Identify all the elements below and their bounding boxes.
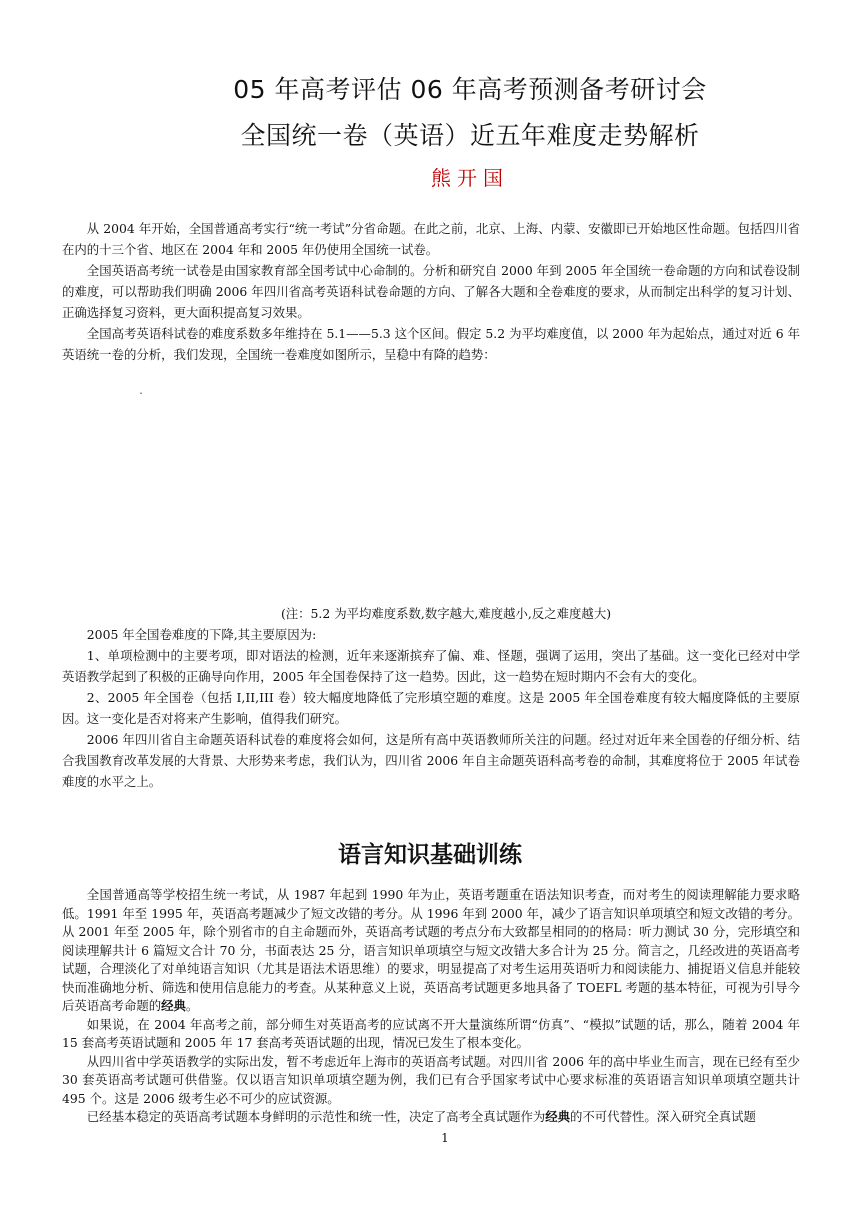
- language-knowledge-section: [62, 886, 800, 1127]
- intro-section: [62, 218, 800, 365]
- section2-paragraph-3: 从四川省中学英语教学的实际出发，暂不考虑近年上海市的英语高考试题。对四川省 2006 年的高中毕业生而言，现在已经有至少 30 套英语高考试题可供借鉴。仅以语言知识单项填空题为例，我们已有合乎国家考试中心要求标准的英语语言知识单项填空题共计 495 个。这是 2006 级考生必不可少的应试资源。: [62, 1053, 800, 1106]
- author-name: 熊开国: [431, 166, 509, 190]
- difficulty-figure-placeholder: [62, 386, 800, 598]
- section2-paragraph-4-end: 的不可代替性。深入研究全真试题: [570, 1109, 756, 1124]
- analysis-paragraph-2: 1、单项检测中的主要考项，即对语法的检测，近年来逐渐摈弃了偏、难、怪题，强调了运用，突出了基础。这一变化已经对中学英语教学起到了积极的正确导向作用，2005 年全国卷保持了这一趋势。因此，这一趋势在短时期内不会有大的变化。: [62, 648, 800, 684]
- section-heading: 语言知识基础训练: [338, 842, 522, 868]
- intro-paragraph-3: 全国高考英语科试卷的难度系数多年维持在 5.1——5.3 这个区间。假定 5.2 为平均难度值，以 2000 年为起始点，通过对近 6 年英语统一卷的分析，我们发现，全国统一卷难度如图所示，呈稳中有降的趋势：: [62, 326, 800, 362]
- intro-paragraph-2: 全国英语高考统一试卷是由国家教育部全国考试中心命制的。分析和研究自 2000 年到 2005 年全国统一卷命题的方向和试卷设制的难度，可以帮助我们明确 2006 年四川省高考英语科试卷命题的方向、了解各大题和全卷难度的要求，从而制定出科学的复习计划、正确选择复习资料，更大面积提高复习效果。: [62, 263, 800, 320]
- section2-paragraph-1: [62, 886, 800, 1016]
- page-number: 1: [441, 1131, 449, 1145]
- intro-paragraph-1: 从 2004 年开始，全国普通高考实行“统一考试”分省命题。在此之前，北京、上海、内蒙、安徽即已开始地区性命题。包括四川省在内的十三个省、地区在 2004 年和 2005 年仍使用全国统一试卷。: [62, 221, 800, 257]
- section2-paragraph-1-text: 全国普通高等学校招生统一考试，从 1987 年起到 1990 年为止，英语考题重在语法知识考查，而对考生的阅读理解能力要求略低。1991 年至 1995 年，英语高考题减少了短文改错的考分。从 1996 年到 2000 年，减少了语言知识单项填空和短文改错的考分。从 2001 年至 2005 年，除个别省市的自主命题而外，英语高考试题的考点分布大致都呈相同的的格局：听力测试 30 分，完形填空和阅读理解共计 6 篇短文合计 70 分，书面表达 25 分，语言知识单项填空与短文改错大多合计为 25 分。简言之，几经改进的英语高考试题，合理淡化了对单纯语言知识（尤其是语法术语思维）的要求，明显提高了对考生运用英语听力和阅读能力、捕捉语义信息并能较快而准确地分析、筛选和使用信息能力的考查。从某种意义上说，英语高考试题更多地具备了 TOEFL 考题的基本特征，可视为引导今后英语高考命题的: [62, 887, 800, 1013]
- section2-paragraph-4-text: 已经基本稳定的英语高考试题本身鲜明的示范性和统一性，决定了高考全真试题作为: [86, 1109, 546, 1124]
- analysis-paragraph-1: 2005 年全国卷难度的下降,其主要原因为:: [86, 627, 317, 642]
- figure-note: (注：5.2 为平均难度系数,数字越大,难度越小,反之难度越大): [280, 606, 612, 621]
- analysis-paragraph-3: 2、2005 年全国卷（包括 I,II,III 卷）较大幅度地降低了完形填空题的难度。这是 2005 年全国卷难度有较大幅度降低的主要原因。这一变化是否对将来产生影响，值得我们研究。: [62, 690, 800, 726]
- section2-paragraph-4: [62, 1108, 800, 1127]
- document-title-line-2: 全国统一卷（英语）近五年难度走势解析: [240, 121, 700, 150]
- analysis-section: [62, 603, 800, 792]
- section2-paragraph-2: 如果说，在 2004 年高考之前，部分师生对英语高考的应试离不开大量演练所谓“仿真”、“模拟”试题的话，那么，随着 2004 年 15 套高考英语试题和 2005 年 17 套高考英语试题的出现，情况已发生了根本变化。: [62, 1016, 800, 1050]
- emphasis-classic-2: 经典: [545, 1109, 571, 1124]
- document-title-line-1: 05 年高考评估 06 年高考预测备考研讨会: [233, 75, 707, 104]
- section2-paragraph-1-end: 。: [185, 998, 199, 1013]
- figure-anchor-mark: ˇ: [139, 392, 143, 401]
- analysis-paragraph-4: 2006 年四川省自主命题英语科试卷的难度将会如何，这是所有高中英语教师所关注的问题。经过对近年来全国卷的仔细分析、结合我国教育改革发展的大背景、大形势来考虑，我们认为，四川省 2006 年自主命题英语科高考卷的命制，其难度将位于 2005 年试卷难度的水平之上。: [62, 732, 800, 789]
- emphasis-classic: 经典: [161, 998, 186, 1013]
